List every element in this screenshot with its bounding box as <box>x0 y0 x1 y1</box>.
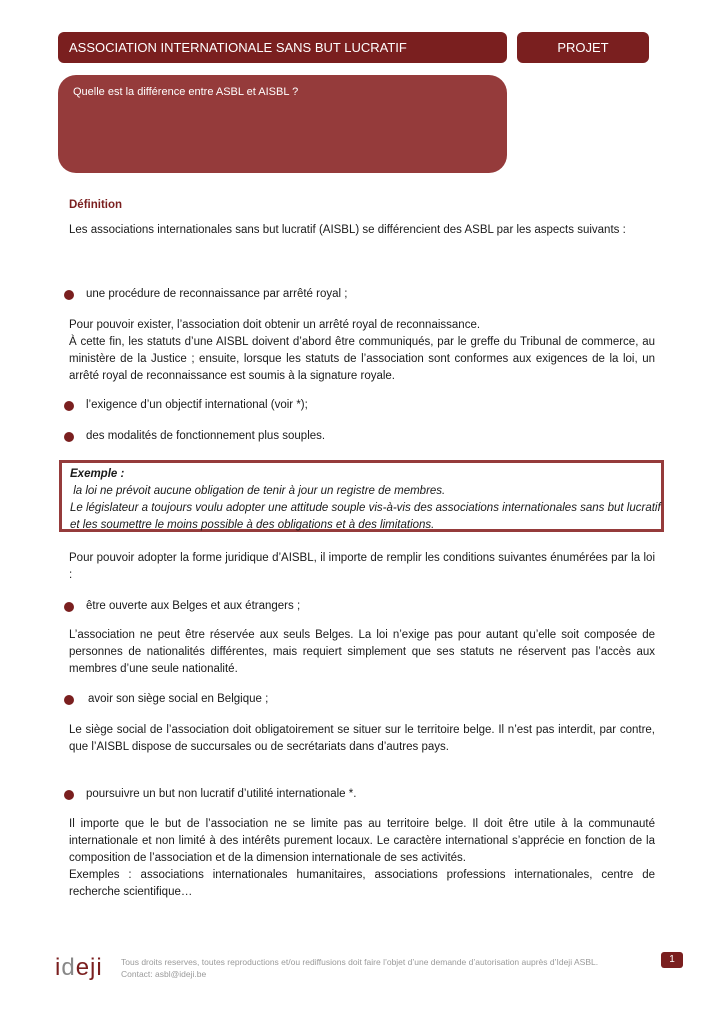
bullet-text: des modalités de fonctionnement plus souples. <box>86 430 326 442</box>
bullet-dot-icon <box>64 432 74 442</box>
intro-paragraph <box>69 222 655 239</box>
example-line: Le législateur a toujours voulu adopter une attitude souple vis-à-vis des associations internationales sans but lucratif et les soumettre le moins possible à des obligations et à des limitations. <box>70 502 661 531</box>
paragraph-text: Exemples : associations internationales humanitaires, associations professions internationales, centre de recherche scientifique… <box>69 869 655 898</box>
paragraph-text: Il importe que le but de l’association ne se limite pas au territoire belge. Il doit être utile à la communauté internationale et non limité à des intérêts purement locaux. Le caractère international s’apprécie en fonction de la composition de l’association et de la dimension internationale de ses activités. <box>69 818 655 864</box>
bullet-dot-icon <box>64 401 74 411</box>
definition-heading-text: Définition <box>69 199 123 211</box>
bullet-text: l’exigence d’un objectif international (voir *); <box>86 399 308 411</box>
question-box <box>58 75 507 173</box>
bullet-text: être ouverte aux Belges et aux étrangers ; <box>86 600 301 612</box>
example-title: Exemple : <box>70 468 125 480</box>
project-label: PROJET <box>517 32 649 63</box>
intro-text: Les associations internationales sans but lucratif (AISBL) se différencient des ASBL par les aspects suivants : <box>69 224 626 236</box>
example-line: la loi ne prévoit aucune obligation de tenir à jour un registre de membres. <box>70 485 446 497</box>
logo-part: d <box>61 954 76 981</box>
bullet-dot-icon <box>64 290 74 300</box>
contact-text: Contact: asbl@ideji.be <box>121 969 207 979</box>
bullet-text: poursuivre un but non lucratif d’utilité internationale *. <box>86 788 357 800</box>
paragraph-text: L’association ne peut être réservée aux seuls Belges. La loi n’exige pas pour autant qu’elle soit composée de personnes de nationalités différentes, mais requiert simplement que ses statuts ne réservent pas l’accès aux membres d’une seule nationalité. <box>69 629 655 675</box>
copyright-text: Tous droits reserves, toutes reproductions et/ou rediffusions doit faire l’objet d’une demande d’autorisation auprès d’Ideji ASBL. <box>121 957 599 967</box>
logo-part: eji <box>75 954 103 981</box>
header-title: ASSOCIATION INTERNATIONALE SANS BUT LUCRATIF <box>58 32 507 63</box>
bullet4-paragraph <box>69 627 655 678</box>
example-box <box>59 460 664 532</box>
paragraph-text: Le siège social de l’association doit obligatoirement se situer sur le territoire belge. Il n’est pas interdit, par contre, que l’AISBL dispose de succursales ou de secrétariats dans d’autres pays. <box>69 724 655 753</box>
conditions-intro <box>69 550 655 584</box>
bullet5-paragraph <box>69 722 655 756</box>
paragraph-text: À cette fin, les statuts d’une AISBL doivent d’abord être communiqués, par le greffe du Tribunal de commerce, au ministère de la Justice ; ensuite, lorsque les statuts de l’association sont conformes aux exigences de la loi, un arrêté royal de reconnaissance est soumis à la signature royale. <box>69 336 655 382</box>
paragraph-text: Pour pouvoir exister, l’association doit obtenir un arrêté royal de reconnaissance. <box>69 319 481 331</box>
page-number: 1 <box>661 952 683 968</box>
footer-text <box>121 956 641 980</box>
bullet-dot-icon <box>64 695 74 705</box>
bullet1-paragraph <box>69 317 655 385</box>
bullet-text: avoir son siège social en Belgique ; <box>88 693 269 705</box>
question-text: Quelle est la différence entre ASBL et AISBL ? <box>73 86 299 98</box>
logo-part: i <box>55 954 62 981</box>
bullet-dot-icon <box>64 602 74 612</box>
ideji-logo <box>55 954 103 982</box>
bullet-text: une procédure de reconnaissance par arrêté royal ; <box>86 288 348 300</box>
conditions-intro-text: Pour pouvoir adopter la forme juridique d’AISBL, il importe de remplir les conditions suivantes énumérées par la loi : <box>69 552 655 581</box>
definition-heading <box>69 197 655 214</box>
bullet6-paragraph <box>69 816 655 901</box>
bullet-dot-icon <box>64 790 74 800</box>
